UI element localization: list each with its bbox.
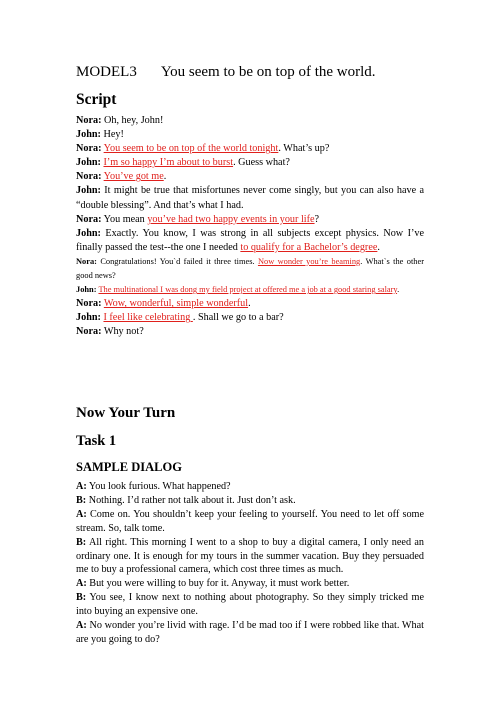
dialog-line [76,508,424,536]
highlighted-phrase: You seem to be on top of the world tonight [103,143,279,155]
script-line [76,142,424,156]
script-line [76,184,424,212]
line-text: Exactly. You know, I was strong in all subjects except physics. Now I’ve finally passed the test--the one I needed [76,227,424,253]
speaker-label: Nora: [76,213,102,225]
speaker-label: John: [76,285,97,295]
speaker-label: Nora: [76,256,97,266]
line-text: Nothing. I’d rather not talk about it. Just don’t ask. [86,494,296,506]
line-text: Congratulations! You`d failed it three times. [96,256,258,266]
highlighted-phrase: to qualify for a Bachelor’s degree [240,241,378,253]
model-title-text: You seem to be on top of the world. [160,64,376,80]
speaker-label: John: [76,185,101,197]
line-text: You look furious. What happened? [86,481,231,492]
task-heading: Task 1 [76,433,117,449]
highlighted-phrase: Wow, wonderful, simple wonderful [103,298,249,310]
highlighted-phrase: you’ve had two happy events in your life [147,213,315,225]
script-line [76,128,424,142]
speaker-label: Nora: [76,326,102,338]
line-text: You mean [101,213,148,225]
line-text: But you were willing to buy for it. Anyway, it must work better. [86,578,350,590]
line-text: . [397,285,400,295]
now-your-turn-heading: Now Your Turn [76,405,176,421]
line-text: . [248,298,251,310]
speaker-label: B: [76,494,87,506]
speaker-label: A: [76,620,87,632]
speaker-label: B: [76,536,87,548]
speaker-label: John: [76,312,101,324]
script-line [76,227,424,255]
line-text: . [163,171,167,183]
speaker-label: Nora: [76,115,102,126]
line-text: . What’s up? [278,143,330,155]
speaker-label: Nora: [76,298,102,310]
dialog-line [76,494,424,508]
dialog-line [76,536,424,578]
line-text: . Shall we go to a bar? [192,312,284,324]
line-text: You see, I know next to nothing about photography. So they simply tricked me into buying an expensive one. [76,592,424,618]
dialog-line [76,619,424,647]
speaker-label: Nora: [76,171,102,183]
line-text: Why not? [101,326,144,338]
line-text: . Guess what? [233,157,290,169]
script-line [76,213,424,227]
script-line [76,311,424,325]
speaker-label: A: [76,481,87,492]
model-label: MODEL3 [76,64,137,80]
dialog-line [76,480,424,494]
dialog-line [76,577,424,591]
line-text: . [377,241,380,253]
speaker-label: A: [76,508,87,520]
line-text: Hey! [100,129,124,141]
highlighted-phrase: I’m so happy I’m about to burst [103,157,234,169]
speaker-label: John: [76,157,101,169]
speaker-label: John: [76,227,101,239]
line-text: It might be true that misfortunes never come singly, but you can also have a “double blessing”. And that’s what I had. [76,185,424,211]
script-line [76,170,424,184]
line-text: All right. This morning I went to a shop to buy a digital camera, I only need an ordinary one. It is enough for my tours in the summer vacation. Buy they persuaded me to buy a professional camera, which cost three times as much. [76,536,424,576]
line-text: Oh, hey, John! [101,115,164,126]
line-text: . What`s the other good news? [76,256,425,281]
model-heading [76,64,376,81]
dialog-line [76,591,424,619]
script-line [76,255,424,283]
script-line [76,114,424,128]
script-heading: Script [76,91,117,108]
line-text: Come on. You shouldn’t keep your feeling to yourself. You need to let off some stream. So, talk tome. [76,508,424,534]
line-text: ? [314,213,320,225]
script-line [76,325,424,339]
script-line [76,297,424,311]
sample-dialog-heading: SAMPLE DIALOG [76,460,182,474]
speaker-label: A: [76,578,87,590]
line-text: No wonder you’re livid with rage. I’d be mad too if I were robbed like that. What are you going to do? [76,620,424,645]
script-body [76,114,424,340]
speaker-label: B: [76,592,87,604]
highlighted-phrase: I feel like celebrating [103,312,193,324]
highlighted-phrase: The multinational I was dong my field project at offered me a job at a good staring salary [98,285,398,295]
speaker-label: Nora: [76,143,102,155]
speaker-label: John: [76,129,101,141]
script-line [76,156,424,170]
sample-dialog-body [76,480,424,647]
script-line [76,283,424,297]
highlighted-phrase: Now wonder you’re beaming [257,256,361,266]
highlighted-phrase: You’ve got me [103,171,164,183]
